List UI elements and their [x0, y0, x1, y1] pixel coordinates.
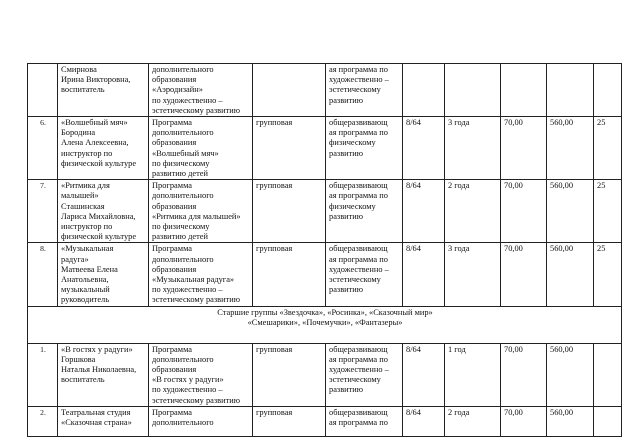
leader-cell: «Волшебный мяч» Бородина Алена Алексеевна, инструктор по физической культуре: [58, 117, 149, 180]
count-cell: 25: [594, 180, 622, 243]
hours-cell: 8/64: [403, 406, 445, 436]
leader-cell: «Ритмика для малышей» Сташинская Лариса Михайловна, инструктор по физической культуре: [58, 180, 149, 243]
program-cell: Программа дополнительного образования «Ритмика для малышей» по физическому развитию детей: [149, 180, 253, 243]
price-cell: 70,00: [501, 406, 547, 436]
table-row: [28, 64, 622, 117]
count-cell: 25: [594, 243, 622, 306]
program-cell: дополнительного образования «Аэродизайн» по художественно – эстетическому развитию: [149, 64, 253, 117]
table-row: [28, 180, 622, 243]
form-cell: групповая: [253, 406, 326, 436]
form-cell: групповая: [253, 243, 326, 306]
count-cell: 25: [594, 117, 622, 180]
table-row: [28, 406, 622, 436]
row-number: 2.: [28, 406, 58, 436]
duration-cell: 3 года: [445, 117, 501, 180]
duration-cell: 3 года: [445, 243, 501, 306]
duration-cell: [445, 64, 501, 117]
hours-cell: [403, 64, 445, 117]
program-type-cell: общеразвивающ ая программа по: [326, 406, 403, 436]
program-type-cell: ая программа по художественно – эстетическому развитию: [326, 64, 403, 117]
leader-cell: Смирнова Ирина Викторовна, воспитатель: [58, 64, 149, 117]
duration-cell: 2 года: [445, 180, 501, 243]
row-number: 8.: [28, 243, 58, 306]
hours-cell: 8/64: [403, 117, 445, 180]
price-cell: [501, 64, 547, 117]
price-cell: 70,00: [501, 243, 547, 306]
hours-cell: 8/64: [403, 180, 445, 243]
section-header-row: [28, 306, 622, 343]
program-cell: Программа дополнительного: [149, 406, 253, 436]
total-cell: 560,00: [547, 343, 594, 406]
total-cell: [547, 64, 594, 117]
form-cell: групповая: [253, 117, 326, 180]
program-type-cell: общеразвивающ ая программа по физическому развитию: [326, 117, 403, 180]
table-row: [28, 117, 622, 180]
duration-cell: 1 год: [445, 343, 501, 406]
program-cell: Программа дополнительного образования «Музыкальная радуга» по художественно – эстетическому развитию: [149, 243, 253, 306]
row-number: 1.: [28, 343, 58, 406]
program-type-cell: общеразвивающ ая программа по художественно – эстетическому развитию: [326, 343, 403, 406]
row-number: 7.: [28, 180, 58, 243]
row-number: 6.: [28, 117, 58, 180]
leader-cell: «Музыкальная радуга» Матвеева Елена Анатольевна, музыкальный руководитель: [58, 243, 149, 306]
leader-cell: Театральная студия «Сказочная страна»: [58, 406, 149, 436]
total-cell: 560,00: [547, 117, 594, 180]
leader-cell: «В гостях у радуги» Горшкова Наталья Николаевна, воспитатель: [58, 343, 149, 406]
row-number: [28, 64, 58, 117]
form-cell: групповая: [253, 180, 326, 243]
price-cell: 70,00: [501, 343, 547, 406]
program-cell: Программа дополнительного образования «В гостях у радуги» по художественно – эстетическому развитию: [149, 343, 253, 406]
table-row: [28, 243, 622, 306]
duration-cell: 2 года: [445, 406, 501, 436]
hours-cell: 8/64: [403, 343, 445, 406]
programs-table: [27, 63, 622, 437]
count-cell: [594, 64, 622, 117]
count-cell: [594, 406, 622, 436]
price-cell: 70,00: [501, 180, 547, 243]
program-type-cell: общеразвивающ ая программа по физическому развитию: [326, 180, 403, 243]
program-type-cell: общеразвивающ ая программа по художественно – эстетическому развитию: [326, 243, 403, 306]
total-cell: 560,00: [547, 180, 594, 243]
price-cell: 70,00: [501, 117, 547, 180]
hours-cell: 8/64: [403, 243, 445, 306]
program-cell: Программа дополнительного образования «Волшебный мяч» по физическому развитию детей: [149, 117, 253, 180]
count-cell: [594, 343, 622, 406]
form-cell: групповая: [253, 343, 326, 406]
table-row: [28, 343, 622, 406]
total-cell: 560,00: [547, 243, 594, 306]
total-cell: 560,00: [547, 406, 594, 436]
section-header: Старшие группы «Звездочка», «Росинка», «Сказочный мир» «Смешарики», «Почемучки», «Фантазеры»: [28, 306, 622, 343]
form-cell: [253, 64, 326, 117]
